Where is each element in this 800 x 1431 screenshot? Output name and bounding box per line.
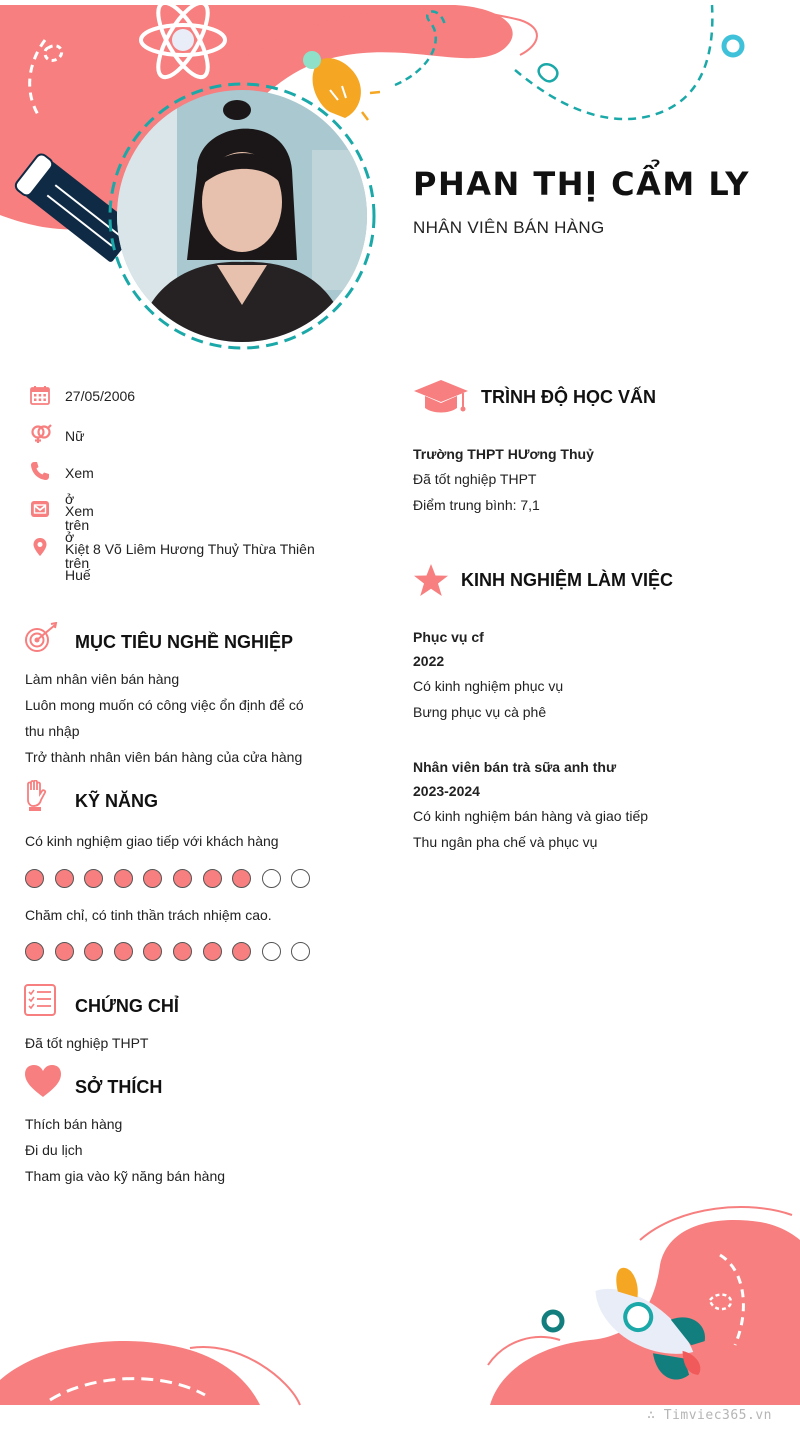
target-icon (24, 622, 60, 654)
certificate-line: Đã tốt nghiệp THPT (25, 1035, 149, 1051)
phone-icon (30, 461, 50, 481)
job-line: Có kinh nghiệm bán hàng và giao tiếp (413, 808, 649, 824)
job-position: NHÂN VIÊN BÁN HÀNG (413, 218, 605, 237)
location-pin-icon (30, 537, 50, 557)
school-name: Trường THPT HƯơng Thuỷ (413, 446, 594, 462)
hand-icon (24, 780, 48, 812)
rating-dot-filled (114, 942, 133, 961)
skill-name: Chăm chỉ, có tinh thần trách nhiệm cao. (25, 907, 272, 923)
phone-text: Xem ở trên (65, 465, 94, 533)
checklist-icon (24, 984, 56, 1016)
experience-title: KINH NGHIỆM LÀM VIỆC (461, 570, 674, 590)
address-text: Kiệt 8 Võ Liêm Hương Thuỷ Thừa Thiên (65, 541, 315, 557)
objective-line: thu nhập (25, 723, 80, 739)
job-line: Thu ngân pha chế và phục vụ (413, 834, 598, 850)
rating-dot-filled (203, 869, 222, 888)
email-text: Xem ở trên (65, 503, 94, 571)
rating-dot-filled (25, 942, 44, 961)
objective-title: MỤC TIÊU NGHỀ NGHIỆP (75, 632, 294, 652)
watermark: ∴ Timviec365.vn (647, 1408, 772, 1423)
skill-name: Có kinh nghiệm giao tiếp với khách hàng (25, 833, 279, 849)
star-icon (413, 563, 449, 597)
graduation-cap-icon (413, 378, 469, 416)
rating-dot-filled (25, 869, 44, 888)
rating-dot-filled (173, 869, 192, 888)
hobby-line: Đi du lịch (25, 1142, 83, 1158)
objective-line: Luôn mong muốn có công việc ổn định để có (25, 697, 304, 713)
hobby-line: Thích bán hàng (25, 1116, 123, 1132)
job-period: 2022 (413, 653, 445, 669)
rating-dot-filled (55, 869, 74, 888)
job-period: 2023-2024 (413, 783, 480, 799)
objective-line: Làm nhân viên bán hàng (25, 671, 180, 687)
job-line: Bưng phục vụ cà phê (413, 704, 547, 720)
light-bulb-icon (303, 51, 380, 120)
gender-text: Nữ (65, 428, 85, 444)
rating-dot-filled (114, 869, 133, 888)
gender-icon (30, 423, 52, 443)
hobbies-title: SỞ THÍCH (75, 1077, 163, 1097)
education-title: TRÌNH ĐỘ HỌC VẤN (481, 387, 656, 407)
skills-title: KỸ NĂNG (75, 791, 159, 811)
calendar-icon (30, 385, 50, 405)
rating-dot-filled (203, 942, 222, 961)
objective-line: Trở thành nhân viên bán hàng của cửa hàng (25, 749, 303, 765)
email-icon (30, 499, 50, 519)
job-title: Phục vụ cf (413, 629, 484, 645)
education-line: Đã tốt nghiệp THPT (413, 471, 537, 487)
certificates-title: CHỨNG CHỈ (75, 996, 179, 1016)
rating-dot-empty (262, 942, 281, 961)
job-line: Có kinh nghiệm phục vụ (413, 678, 564, 694)
rating-dot-filled (55, 942, 74, 961)
heart-icon (24, 1064, 62, 1098)
rating-dot-filled (173, 942, 192, 961)
address-text-line2: Huế (65, 567, 91, 583)
education-line: Điểm trung bình: 7,1 (413, 497, 540, 513)
hobby-line: Tham gia vào kỹ năng bán hàng (25, 1168, 226, 1184)
job-title: Nhân viên bán trà sữa anh thư (413, 759, 617, 775)
rating-dot-empty (262, 869, 281, 888)
birthdate-text: 27/05/2006 (65, 388, 136, 404)
avatar (117, 90, 367, 342)
candidate-name: PHAN THỊ CẨM LY (413, 165, 750, 203)
